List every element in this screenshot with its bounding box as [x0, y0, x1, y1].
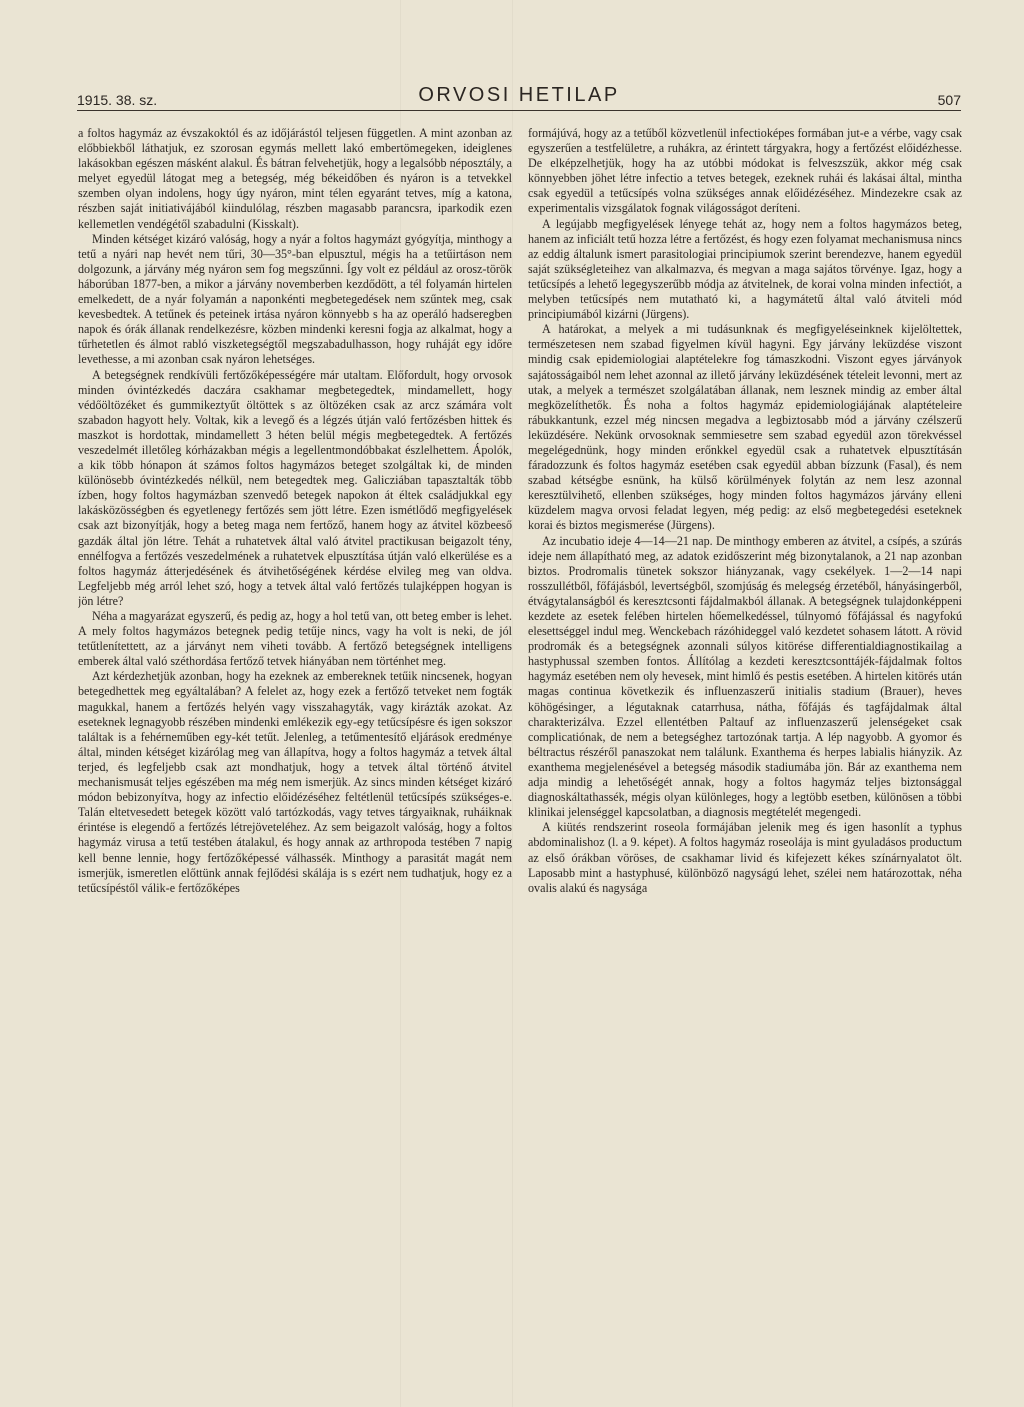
right-column	[528, 126, 962, 1394]
paragraph: a foltos hagymáz az évszakoktól és az időjárástól teljesen független. A mint azonban az előbbiekből láthatjuk, ez szorosan egymás mellett lakó embertömegeken, ideiglenes lakásokban egészen másként alakul. És bátran felvehetjük, hogy a legalsóbb néposztály, a melyet egyedül látogat meg a betegség, még békeidőben és nyáron is a tetvekkel szemben olyan indolens, hogy úgy nyáron, mint télen egyaránt tetves, míg a katona, részben saját initiativájából kiindulólag, részben magasabb parancsra, iparkodik ezen kellemetlen vendégétől szabadulni (Kisskalt).	[78, 126, 512, 231]
paragraph: Minden kétséget kizáró valóság, hogy a nyár a foltos hagymázt gyógyítja, minthogy a tetű a nyári nap hevét nem tűri, 30—35°-ban elpusztul, mégis ha a tetűirtáson nem dolgozunk, a járvány még nyáron sem fog megszűnni. Így volt ez például az orosz-török háborúban 1877-ben, a mikor a járvány novemberben kezdődött, a tél folyamán hirtelen emelkedett, de a nyár folyamán a naponkénti megbetegedések nem szűntek meg, csak kevesbedtek. A tetűnek és peteinek irtása nyáron könnyebb s ha az operáló hadseregben napok és órák állanak rendelkezésre, közben mindenki keresni fogja az alkalmat, hogy a tűrhetetlen és álmot rabló viszketegségtől megszabadulhasson, hogy ruháját egy időre levethesse, a mi azonban csak nyáron lehetséges.	[78, 231, 512, 367]
paragraph: A betegségnek rendkívüli fertőzőképességére már utaltam. Előfordult, hogy orvosok minden óvintézkedés daczára csakhamar megbetegedtek, mindamellett, hogy védőöltözéket és gummikeztyűt öltöttek s az öltözéken csak az arcz számára volt szabadon hagyott hely. Voltak, kik a levegő és a légzés útján való fertőzésben hittek és maszkot is hordottak, mindamellett 3 héten belül mégis megbetegedtek. A fertőzés veszedelmét illetőleg kórházakban mégis a legellentmondóbbakat észlelhettem. Ápolók, a kik több hónapon át számos foltos hagymázos beteget szolgáltak ki, de minden különösebb óvintézkedés nélkül, nem betegedtek meg. Galicziában tapasztalták több ízben, hogy foltos hagymázban szenvedő betegek napokon át éltek családjukkal egy lakásközösségben és egyetlenegy fertőzés sem jött létre. Ezen ismétlődő megfigyelések csak azt bizonyítják, hogy a beteg maga nem fertőző, hanem hogy az átvitel közbeeső gazdák által jön létre. Tehát a ruhatetvek által való átvitel practikusan beigazolt tény, ennélfogva a fertőzés veszedelmének a ruhatetvek elpusztítása útján való elkerülése es a foltos hagymáz átterjedésének és átvihetőségének kérdése elvileg meg van oldva. Legfeljebb még arról lehet szó, hogy a tetvek által való fertőzés tulajképpen hogyan is jön létre?	[78, 367, 512, 608]
paragraph: A legújabb megfigyelések lényege tehát az, hogy nem a foltos hagymázos beteg, hanem az inficiált tetű hozza létre a fertőzést, és hogy ezen folyamat mechanismusa nincs az eddig általunk ismert parasitologiai principiumok szerint berendezve, hanem egyedül saját szükségleteihez van alkalmazva, és megvan a maga sajátos törvénye. Igaz, hogy a tetűcsípés a lehető legegyszerűbb módja az átvitelnek, de korai volna minden infectiót, a melyben tetűcsípés nem mutatható ki, a hagymátetű által való átviteli mód principiumából kizárni (Jürgens).	[528, 216, 962, 322]
paragraph: Néha a magyarázat egyszerű, és pedig az, hogy a hol tetű van, ott beteg ember is lehet. A mely foltos hagymázos betegnek pedig tetűje nincs, vagy ha volt is neki, de jól tetűtlenítettett, az a járványt nem viheti tovább. A fertőző betegségnek intelligens emberek által való széthordása fertőző tetvek hiányában nem történhet meg.	[78, 609, 512, 669]
paragraph: A kiütés rendszerint roseola formájában jelenik meg és igen hasonlít a typhus abdominalishoz (l. a 9. képet). A foltos hagymáz roseolája is mint gyuladásos productum az első órákban vöröses, de csakhamar livid és kifejezett kékes színárnyalatot ölt. Laposabb mint a hastyphusé, különböző nagyságú lehet, szélei nem határozottak, néha ovalis alakú és nagysága	[528, 820, 962, 895]
paragraph: formájúvá, hogy az a tetűből közvetlenül infectioképes formában jut-e a vérbe, vagy csak egyszerűen a testfelületre, a ruhákra, az érintett tárgyakra, hogy a fertőzést előidézhesse. De elképzelhetjük, hogy ha az utóbbi módokat is felveszszük, akkor még csak könnyebben jöhet létre infectio a tetves betegek, ezeknek ruhái és lakásai által, mintha csak egyedül a tetűcsípés volna szükséges annak előidézéséhez. Mindezekre csak az experimentalis vizsgálatok fognak világosságot deríteni.	[528, 126, 962, 216]
page-header	[77, 79, 961, 109]
header-rule	[77, 110, 961, 111]
journal-title: ORVOSI HETILAP	[418, 84, 620, 106]
issue-label: 1915. 38. sz.	[77, 92, 158, 108]
paragraph: Az incubatio ideje 4—14—21 nap. De minthogy emberen az átvitel, a csípés, a szúrás ideje nem állapítható meg, az adatok ezidőszerint még bizonytalanok, a 21 nap azonban biztos. Prodromalis tünetek sokszor hiányzanak, vagy csekélyek. 1—2—14 napi rosszullétből, főfájásból, levertségből, szomjúság és melegség érzetéből, hányásingerből, étvágytalanságból és keresztcsonti fájdalmakból állanak. A betegségnek tulajdonképpeni kezdete az esetek felében hirtelen hőemelkedéssel, túlnyomó főfájással és nagyfokú elesettséggel indul meg. Wenckebach rázóhideggel való kezdetet sohasem látott. A rövid prodromák és a betegségnek azonnali súlyos kitörése differentialdiagnostikailag a hastyphussal szemben fontos. Állítólag a kezdeti keresztcsonttájék-fájdalmak foltos hagymáz esetében nem oly hevesek, mint himlő és pestis esetében. A hirtelen kitörés után magas continua következik és influenzaszerű initialis stadium (Brauer), heves köhögésinger, a légutaknak catarrhusa, nátha, főfájás és tagfájdalmak által charakterizálva. Ezzel ellentétben Paltauf az influenzaszerű jelenségeket csak complicatiónak, de nem a betegséghez tartozónak tartja. A lép nagyobb. A gyomor és béltractus részéről panaszokat nem találunk. Exanthema és herpes labialis hiányzik. Az exanthema megjelenésével a betegség második stadiumába jön. Bár az exanthema nem adja mindig a lehetőségét annak, hogy a foltos hagymáz teljes biztonsággal diagnoskáltathassék, mégis olyan különleges, hogy a legtöbb esetben, különösen a többi klinikai jelenséggel kapcsolatban, a diagnosis megtételét megengedi.	[528, 533, 962, 820]
paragraph: Azt kérdezhetjük azonban, hogy ha ezeknek az embereknek tetűik nincsenek, hogyan betegedhettek meg egyáltalában? A felelet az, hogy ezek a fertőző tetveket nem fogták magukkal, hanem a fertőzés helyén vagy visszahagyták, vagy kirázták azokat. Az eseteknek legnagyobb részében mindenki emlékezik egy-egy tetűcsípésre és igen sokszor találtak is a fehérneműben egy-két tetűt. Jelenleg, a tetűmentesítő eljárások eredménye által, minden kétséget kizárólag meg van állapítva, hogy a foltos hagymáz a tetvek által terjed, és legfeljebb csak azt mondhatjuk, hogy a tetvek által történő átvitel mechanismusát teljes egészében ma még nem ismerjük. Az sincs minden kétséget kizáró módon bebizonyítva, hogy az infectio előidézéséhez feltétlenül tetűcsípés szükséges-e. Talán eltetvesedett betegek között való tartózkodás, vagy tetves tárgyaiknak, ruháiknak érintése is elegendő a fertőzés létrejöveteléhez. Az sem beigazolt valóság, hogy a foltos hagymáz virusa a tetű testében átalakul, és hogy annak az arthropoda testében 7 napig kell benne lennie, hogy fertőzőképessé válhassék. Minthogy a parasitát magát nem ismerjük, ismeretlen előttünk annak fejlődési skálája is s ezért nem tudhatjuk, hogy ez a tetűcsípéstől válik-e fertőzőképes	[78, 669, 512, 895]
page-number: 507	[937, 92, 961, 108]
scan-fold-line	[512, 0, 513, 1407]
paragraph: A határokat, a melyek a mi tudásunknak és megfigyeléseinknek kijelöltettek, természetesen nem szabad figyelmen kívül hagyni. Egy járvány leküzdése viszont mindig csak epidemiologiai alaptételekre fog támaszkodni. Viszont egyes járványok sajátosságaiból nem lehet azonnal az illető járvány leküzdésének tételeit levonni, mert az utak, a melyek a természet szolgálatában állanak, nem lesznek mindig az ember által megközelíthetők. És noha a foltos hagymáz epidemiologiájának alaptételeire rábukkantunk, ezzel még nincsen megadva a legbiztosabb mód a járvány czélszerű leküzdésére. Nekünk orvosoknak semmiesetre sem szabad egyedül azon törekvéssel megelégednünk, hogy minden erőnkkel egyedül csak a ruhatetvek elpusztításán fáradozzunk és foltos hagymáz esetében csak egyedül abban bízzunk (Fasal), és nem szabad kétségbe esnünk, ha külső körülmények folytán az nem lesz azonnal keresztülvihető, ellenben szükséges, hogy minden foltos hagymázos járvány elleni küzdelem magva orvosi feladat legyen, még pedig: az első megbetegedési eseteknek korai és biztos megismerése (Jürgens).	[528, 322, 962, 533]
left-column	[78, 126, 512, 1394]
